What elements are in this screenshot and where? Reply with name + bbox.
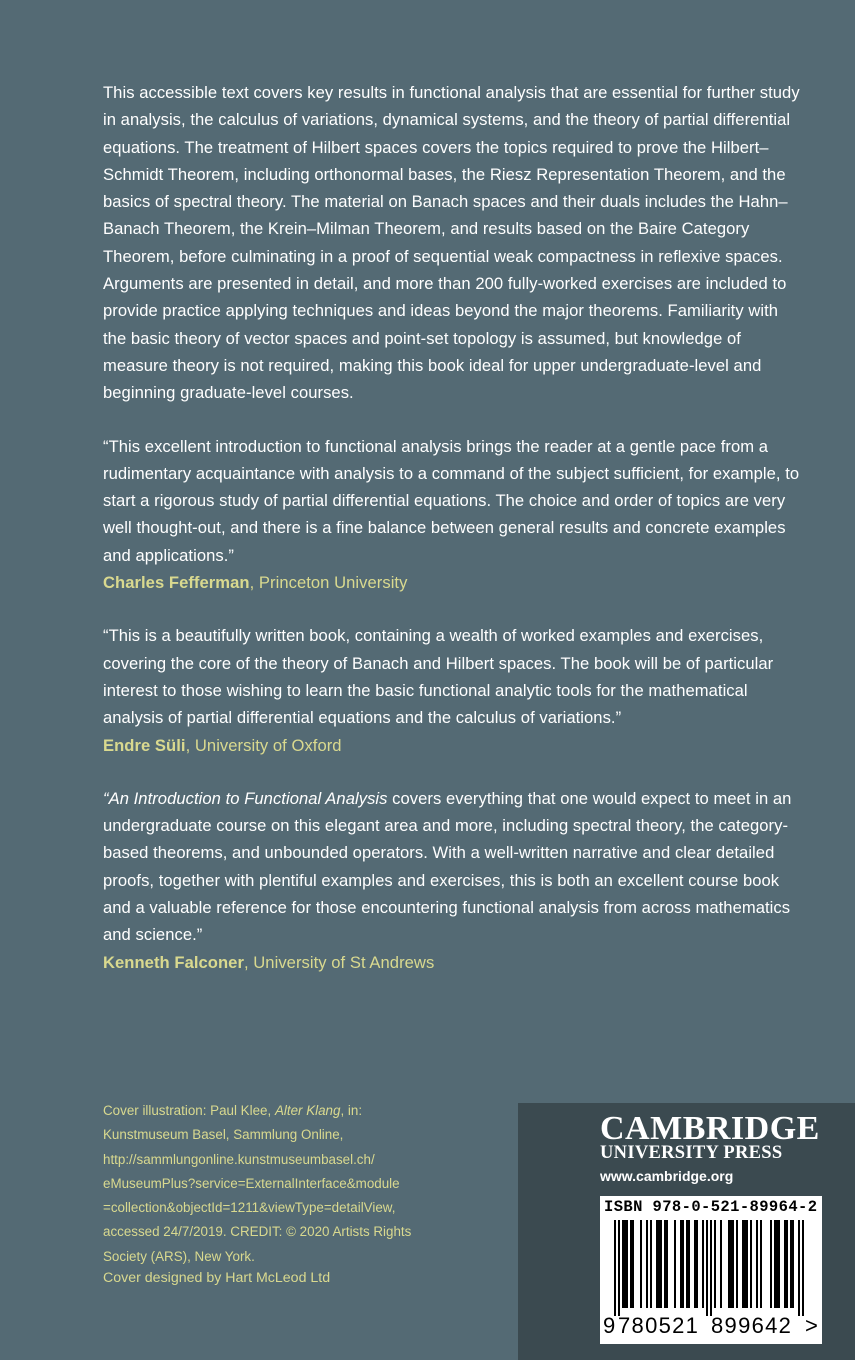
review-quote-3 — [103, 785, 803, 976]
barcode-left-group: 780521 — [618, 1313, 700, 1338]
barcode-bar — [682, 1220, 684, 1308]
barcode-first-digit: 9 — [603, 1313, 616, 1338]
barcode-bar — [786, 1220, 788, 1308]
cover-designer-credit: Cover designed by Hart McLeod Ltd — [103, 1270, 331, 1286]
barcode-bar — [696, 1220, 698, 1308]
barcode-bar — [674, 1220, 676, 1308]
barcode-bar — [770, 1220, 772, 1308]
review-attribution — [103, 569, 803, 596]
reviewer-name: Endre Süli — [103, 735, 186, 755]
barcode-bar — [756, 1220, 758, 1308]
barcode-bar — [742, 1220, 744, 1308]
barcode-bar — [746, 1220, 748, 1308]
reviewer-name: Kenneth Falconer — [103, 952, 244, 972]
barcode-bar — [702, 1220, 704, 1308]
isbn-label: ISBN 978-0-521-89964-2 — [604, 1198, 818, 1216]
book-description: This accessible text covers key results in functional analysis that are essential for further study in analysis, the calculus of variations, dynamical systems, and the theory of partial differential equations. The treatment of Hilbert spaces covers the topics required to prove the Hilbert–Schmidt Theorem, including orthonormal bases, the Riesz Representation Theorem, and the basics of spectral theory. The material on Banach spaces and their duals includes the Hahn–Banach Theorem, the Krein–Milman Theorem, and results based on the Baire Category Theorem, before culminating in a proof of sequential weak compactness in reflexive spaces. Arguments are presented in detail, and more than 200 fully-worked exercises are included to provide practice applying techniques and ideas beyond the major theorems. Familiarity with the basic theory of vector spaces and point-set topology is assumed, but knowledge of measure theory is not required, making this book ideal for upper undergraduate-level and beginning graduate-level courses. — [103, 83, 800, 403]
barcode-bar — [710, 1220, 712, 1316]
barcode-bar — [784, 1220, 786, 1308]
barcode-bar — [660, 1220, 662, 1308]
barcode-bar — [760, 1220, 762, 1308]
review-quote-1 — [103, 433, 803, 597]
isbn-barcode — [600, 1196, 822, 1344]
reviewer-affiliation: , Princeton University — [249, 573, 408, 593]
barcode-bar — [732, 1220, 734, 1308]
credit-prefix: Cover illustration: Paul Klee, — [103, 1103, 275, 1118]
barcode-bar — [790, 1220, 792, 1308]
publisher-name: CAMBRIDGE — [600, 1110, 820, 1147]
barcode-bar — [640, 1220, 642, 1308]
review-text: “This is a beautifully written book, containing a wealth of worked examples and exercises, covering the core of the theory of Banach and Hilbert spaces. The book will be of particular interest to those wishing to learn the basic functional analytic tools for the mathematical analysis of partial differential equations and the calculus of variations.” — [103, 626, 774, 728]
barcode-bar — [728, 1220, 730, 1308]
barcode-right-group: 899642 — [711, 1313, 793, 1338]
barcode-bar — [686, 1220, 688, 1308]
barcode-bar — [630, 1220, 632, 1308]
review-quote-2 — [103, 622, 803, 758]
barcode-bar — [744, 1220, 746, 1308]
publisher-url: www.cambridge.org — [600, 1168, 734, 1184]
barcode-bar — [730, 1220, 732, 1308]
barcode-bar — [650, 1220, 652, 1308]
credit-line-2: Kunstmuseum Basel, Sammlung Online, — [103, 1127, 344, 1143]
review-text: covers everything that one would expect to meet in an undergraduate course on this elegant area and more, including spectral theory, the category-based theorems, and unbounded operators. With a well-written narrative and clear detailed proofs, together with plentiful examples and exercises, this is both an excellent course book and a valuable reference for those encountering functional analysis from across mathematics and science.” — [103, 788, 792, 945]
barcode-bar — [680, 1220, 682, 1308]
barcode-bar — [618, 1220, 620, 1316]
publisher-block — [518, 1103, 855, 1360]
barcode-bar — [646, 1220, 648, 1308]
credit-line-4: eMuseumPlus?service=ExternalInterface&module — [103, 1175, 400, 1191]
barcode-bar — [792, 1220, 794, 1308]
credit-line-3: http://sammlungonline.kunstmuseumbasel.ch/ — [103, 1151, 375, 1167]
barcode-bar — [776, 1220, 778, 1308]
reviewer-name: Charles Fefferman — [103, 573, 250, 593]
barcode-bars-icon — [600, 1220, 822, 1316]
barcode-bar — [632, 1220, 634, 1308]
review-attribution — [103, 732, 803, 759]
barcode-bar — [778, 1220, 780, 1308]
barcode-bar — [714, 1220, 716, 1308]
barcode-bar — [656, 1220, 658, 1308]
credit-line-6: accessed 24/7/2019. CREDIT: © 2020 Artists Rights — [103, 1224, 412, 1240]
book-title-italic: “An Introduction to Functional Analysis — [103, 788, 388, 808]
barcode-bar — [694, 1220, 696, 1308]
barcode-bar — [750, 1220, 752, 1308]
barcode-bar — [688, 1220, 690, 1308]
publisher-subtitle: UNIVERSITY PRESS — [600, 1143, 783, 1163]
artwork-title: Alter Klang — [274, 1103, 341, 1118]
barcode-bar — [774, 1220, 776, 1308]
credit-line-1-end: , in: — [340, 1103, 363, 1118]
credit-line-5: =collection&objectId=1211&viewType=detailView, — [103, 1200, 396, 1216]
reviewer-affiliation: , University of Oxford — [185, 735, 342, 755]
barcode-bar — [624, 1220, 626, 1308]
barcode-bar — [658, 1220, 660, 1308]
barcode-bar — [802, 1220, 804, 1316]
cover-illustration-credit — [103, 1099, 483, 1269]
barcode-digits — [600, 1309, 822, 1343]
barcode-bar — [798, 1220, 800, 1316]
main-content — [103, 79, 803, 1002]
barcode-quiet-zone-arrow: > — [805, 1313, 818, 1338]
barcode-bar — [720, 1220, 722, 1308]
barcode-bar — [622, 1220, 624, 1308]
barcode-bar — [666, 1220, 668, 1308]
barcode-bar — [626, 1220, 628, 1308]
barcode-bar — [614, 1220, 616, 1316]
credit-line-7: Society (ARS), New York. — [103, 1248, 255, 1264]
review-text: “This excellent introduction to functional analysis brings the reader at a gentle pace from a rudimentary acquaintance with analysis to a command of the subject sufficient, for example, to start a rigorous study of partial differential equations. The choice and order of topics are very well thought-out, and there is a fine balance between general results and concrete examples and applications.” — [103, 436, 800, 565]
barcode-bar — [736, 1220, 738, 1308]
reviewer-affiliation: , University of St Andrews — [243, 952, 435, 972]
credit-line-1 — [103, 1099, 483, 1123]
review-attribution — [103, 949, 803, 976]
barcode-bar — [706, 1220, 708, 1316]
barcode-bar — [664, 1220, 666, 1308]
